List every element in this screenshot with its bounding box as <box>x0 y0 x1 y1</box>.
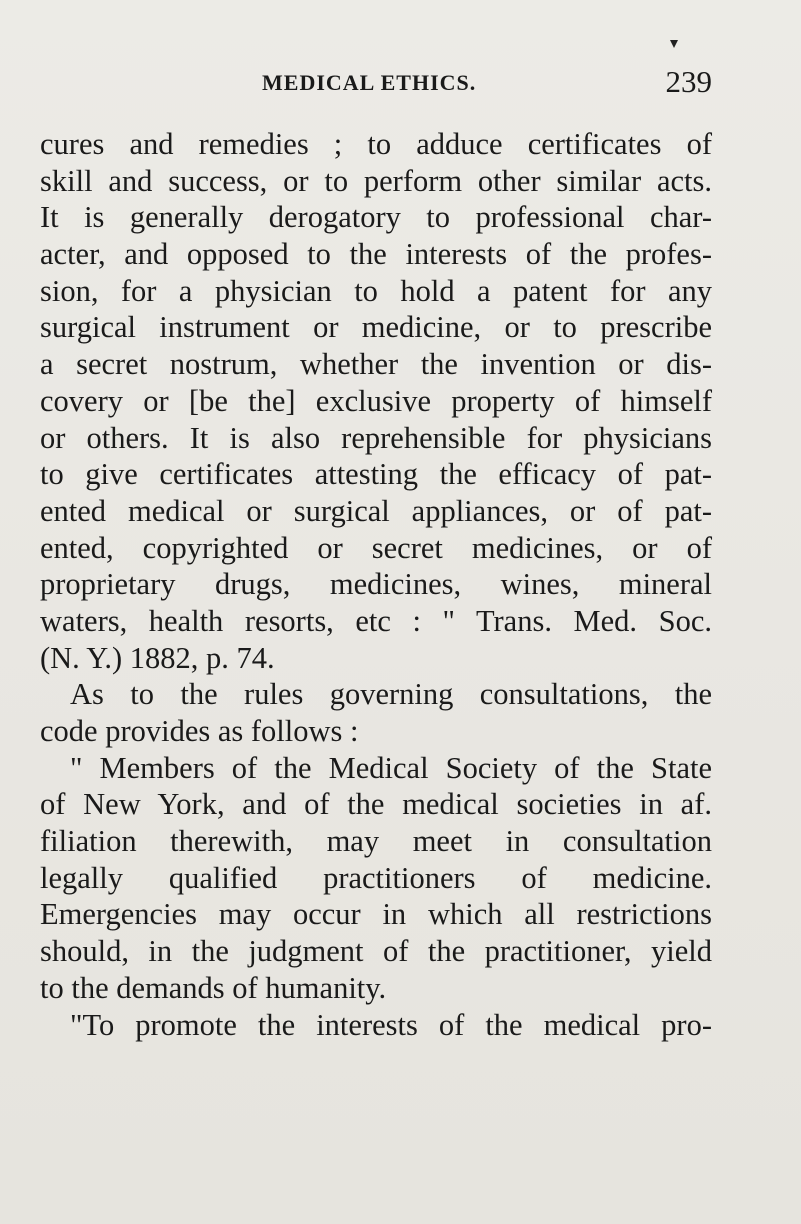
text-line: ented medical or surgical appliances, or of pat- <box>40 493 712 528</box>
text-line: waters, health resorts, etc : " Trans. Med. Soc. <box>40 603 712 638</box>
text-line: proprietary drugs, medicines, wines, mineral <box>40 567 712 602</box>
text-line: cures and remedies ; to adduce certificates of <box>40 127 712 161</box>
text-line: a secret nostrum, whether the invention or dis- <box>40 347 712 382</box>
text-line: covery or [be the] exclusive property of himself <box>40 383 712 418</box>
text-line: filiation therewith, may meet in consultation <box>40 824 712 859</box>
text-line: sion, for a physician to hold a patent for any <box>40 273 712 308</box>
text-line: to the demands of humanity. <box>40 970 387 1005</box>
text-line: "To promote the interests of the medical pro- <box>70 1007 712 1042</box>
text-line: Emergencies may occur in which all restrictions <box>40 897 712 932</box>
running-head-title: MEDICAL ETHICS. <box>262 70 477 95</box>
text-line: to give certificates attesting the efficacy of pat- <box>40 457 712 492</box>
text-line: legally qualified practitioners of medicine. <box>40 860 712 895</box>
text-line: skill and success, or to perform other similar acts. <box>40 163 712 198</box>
running-head <box>40 64 712 104</box>
text-line: (N. Y.) 1882, p. 74. <box>40 640 275 675</box>
text-line: " Members of the Medical Society of the State <box>70 750 712 785</box>
printer-mark-icon <box>670 40 678 48</box>
text-line: should, in the judgment of the practitioner, yield <box>40 934 712 969</box>
text-line: acter, and opposed to the interests of the profes- <box>40 237 712 272</box>
page-number: 239 <box>665 64 712 99</box>
text-line: ented, copyrighted or secret medicines, or of <box>40 530 712 565</box>
text-line: or others. It is also reprehensible for physicians <box>40 420 712 455</box>
text-line: code provides as follows : <box>40 714 359 748</box>
body-text <box>40 126 712 1043</box>
text-line: of New York, and of the medical societies in af. <box>40 787 712 822</box>
text-line: As to the rules governing consultations, the <box>70 677 712 712</box>
text-line: surgical instrument or medicine, or to prescribe <box>40 310 712 345</box>
text-line: It is generally derogatory to professional char- <box>40 200 712 235</box>
